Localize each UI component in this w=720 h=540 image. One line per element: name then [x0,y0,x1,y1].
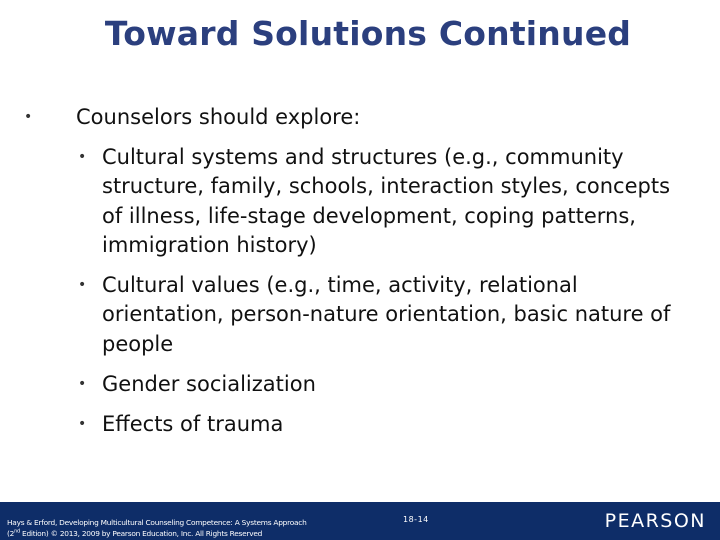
sub-bullet-list [24,143,684,440]
sub-bullet-item [24,410,682,439]
citation-line-2-end: Edition) © 2013, 2009 by Pearson Education, Inc. All Rights Reserved [19,529,263,538]
citation-line-1: Hays & Erford, Developing Multicultural Counseling Competence: A Systems Approach [7,518,307,527]
slide-title: Toward Solutions Continued [104,14,632,53]
bullet-icon: • [78,277,87,294]
bullet-icon: • [78,149,87,165]
sub-bullet-text: Gender socialization [102,372,316,397]
bullet-icon: • [78,416,87,433]
footer-citation [7,517,387,539]
main-bullet-item [24,102,684,132]
citation-line-2 [7,528,387,539]
footer-bar [0,502,720,540]
main-bullet-text: Counselors should explore: [76,105,361,129]
bullet-icon: • [24,109,33,125]
pearson-logo: PEARSON [604,510,706,532]
sub-bullet-item [24,271,682,359]
sub-bullet-item [24,143,682,260]
slide-content [24,102,684,451]
sub-bullet-item [24,370,682,399]
citation-superscript: nd [14,528,20,535]
citation-line-2-start: (2 [7,529,15,538]
sub-bullet-text: Cultural values (e.g., time, activity, relational orientation, person-nature orientation, basic nature of people [102,273,671,356]
sub-bullet-text: Effects of trauma [102,412,284,437]
page-number: 18-14 [403,515,429,524]
bullet-icon: • [78,376,87,393]
sub-bullet-text: Cultural systems and structures (e.g., community structure, family, schools, interaction styles, concepts of illness, life-stage development, coping patterns, immigration history) [102,145,671,257]
